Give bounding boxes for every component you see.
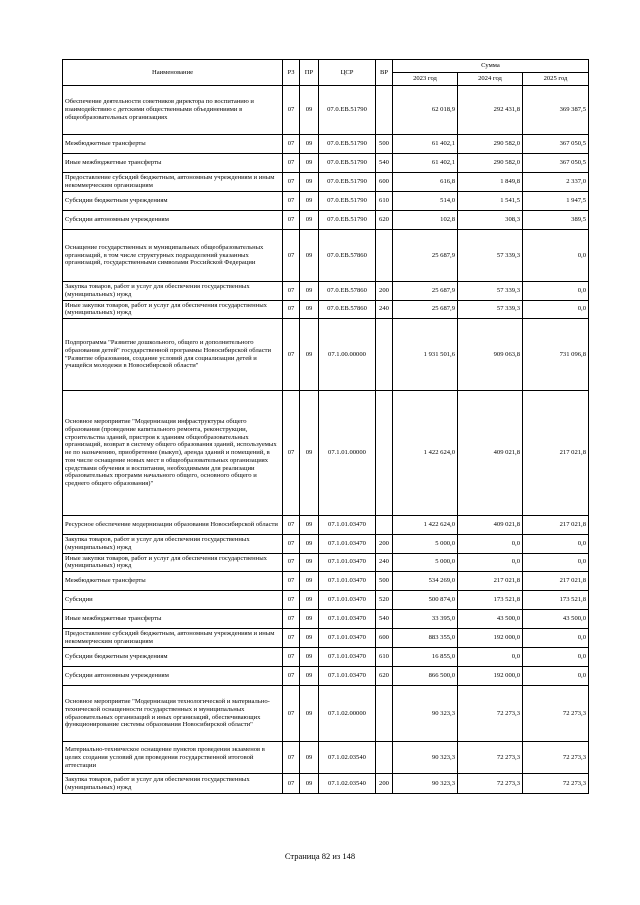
cell-y2024: 192 000,0 xyxy=(458,629,523,648)
cell-y2025: 0,0 xyxy=(523,648,589,667)
cell-name: Предоставление субсидий бюджетным, автономным учреждениям и иным некоммерческим организациям xyxy=(63,629,283,648)
cell-rz: 07 xyxy=(283,154,300,173)
cell-y2025: 217 021,8 xyxy=(523,516,589,535)
cell-csr: 07.0.ЕВ.57860 xyxy=(319,230,376,282)
cell-y2023: 5 000,0 xyxy=(393,535,458,554)
cell-rz: 07 xyxy=(283,135,300,154)
cell-y2023: 25 687,9 xyxy=(393,230,458,282)
cell-y2025: 731 096,8 xyxy=(523,319,589,391)
cell-pr: 09 xyxy=(300,535,319,554)
cell-y2023: 90 323,3 xyxy=(393,742,458,774)
table-body xyxy=(63,86,589,794)
cell-y2025: 367 050,5 xyxy=(523,135,589,154)
cell-vr: 610 xyxy=(376,192,393,211)
cell-pr: 09 xyxy=(300,86,319,135)
cell-csr: 07.1.02.03540 xyxy=(319,774,376,794)
cell-rz: 07 xyxy=(283,211,300,230)
cell-rz: 07 xyxy=(283,667,300,686)
table-row xyxy=(63,86,589,135)
cell-y2024: 0,0 xyxy=(458,553,523,572)
header-rz: РЗ xyxy=(283,60,300,86)
cell-name: Подпрограмма "Развитие дошкольного, общего и дополнительного образования детей" государственной программы Новосибирской области "Развитие образования, создание условий для социализации детей и учащейся молодежи в Новосибирской области" xyxy=(63,319,283,391)
cell-y2025: 72 273,3 xyxy=(523,686,589,742)
cell-csr: 07.1.01.03470 xyxy=(319,572,376,591)
cell-csr: 07.1.01.03470 xyxy=(319,535,376,554)
cell-csr: 07.1.01.03470 xyxy=(319,648,376,667)
cell-rz: 07 xyxy=(283,535,300,554)
cell-pr: 09 xyxy=(300,192,319,211)
cell-csr: 07.0.ЕВ.51790 xyxy=(319,192,376,211)
cell-y2024: 0,0 xyxy=(458,535,523,554)
cell-name: Основное мероприятие "Модернизация инфраструктуры общего образования (проведение капитального ремонта, реконструкции, строительства зданий, пристроя к зданиям общеобразовательных организаций, возврат в систему общего образования зданий, используемых не по назначению, приобретение (выкуп), аренда зданий и помещений, в том числе оснащение новых мест в общеобразовательных организациях средствами обучения и воспитания, необходимыми для реализации образовательных программ начального общего, основного общего и среднего общего образования)" xyxy=(63,391,283,516)
cell-pr: 09 xyxy=(300,774,319,794)
cell-rz: 07 xyxy=(283,516,300,535)
cell-y2024: 1 849,8 xyxy=(458,173,523,192)
cell-pr: 09 xyxy=(300,686,319,742)
cell-vr: 620 xyxy=(376,667,393,686)
cell-y2024: 290 582,0 xyxy=(458,135,523,154)
cell-csr: 07.1.01.03470 xyxy=(319,591,376,610)
table-row xyxy=(63,211,589,230)
header-year-2025: 2025 год xyxy=(523,73,589,86)
cell-rz: 07 xyxy=(283,391,300,516)
cell-rz: 07 xyxy=(283,686,300,742)
cell-y2023: 102,8 xyxy=(393,211,458,230)
cell-y2023: 1 931 501,6 xyxy=(393,319,458,391)
cell-rz: 07 xyxy=(283,553,300,572)
cell-name: Основное мероприятие "Модернизация технологической и материально-технической оснащенности государственных и муниципальных образовательных организаций и иных организаций, обеспечивающих функционирование системы образования Новосибирской области" xyxy=(63,686,283,742)
cell-name: Оснащение государственных и муниципальных общеобразовательных организаций, в том числе структурных подразделений указанных организаций, государственными символами Российской Федерации xyxy=(63,230,283,282)
cell-csr: 07.0.ЕВ.57860 xyxy=(319,282,376,301)
cell-vr: 540 xyxy=(376,154,393,173)
table-row xyxy=(63,686,589,742)
cell-y2024: 57 339,3 xyxy=(458,282,523,301)
cell-y2024: 72 273,3 xyxy=(458,686,523,742)
table-row xyxy=(63,135,589,154)
cell-name: Иные межбюджетные трансферты xyxy=(63,154,283,173)
cell-y2023: 5 000,0 xyxy=(393,553,458,572)
cell-csr: 07.1.01.00000 xyxy=(319,391,376,516)
table-row xyxy=(63,319,589,391)
cell-rz: 07 xyxy=(283,572,300,591)
table-row xyxy=(63,572,589,591)
cell-rz: 07 xyxy=(283,230,300,282)
cell-y2024: 72 273,3 xyxy=(458,774,523,794)
table-row xyxy=(63,192,589,211)
cell-pr: 09 xyxy=(300,391,319,516)
cell-vr: 610 xyxy=(376,648,393,667)
cell-pr: 09 xyxy=(300,516,319,535)
cell-vr: 600 xyxy=(376,629,393,648)
cell-y2024: 290 582,0 xyxy=(458,154,523,173)
cell-name: Иные закупки товаров, работ и услуг для обеспечения государственных (муниципальных) нужд xyxy=(63,553,283,572)
cell-y2025: 389,5 xyxy=(523,211,589,230)
cell-csr: 07.1.01.03470 xyxy=(319,553,376,572)
cell-pr: 09 xyxy=(300,742,319,774)
cell-name: Субсидии бюджетным учреждениям xyxy=(63,648,283,667)
cell-rz: 07 xyxy=(283,629,300,648)
cell-pr: 09 xyxy=(300,572,319,591)
cell-csr: 07.1.01.03470 xyxy=(319,516,376,535)
cell-name: Иные межбюджетные трансферты xyxy=(63,610,283,629)
cell-rz: 07 xyxy=(283,300,300,319)
cell-y2025: 367 050,5 xyxy=(523,154,589,173)
cell-y2023: 25 687,9 xyxy=(393,300,458,319)
header-sum: Сумма xyxy=(393,60,589,73)
table-row xyxy=(63,391,589,516)
cell-name: Межбюджетные трансферты xyxy=(63,572,283,591)
cell-pr: 09 xyxy=(300,591,319,610)
cell-vr xyxy=(376,742,393,774)
cell-y2023: 500 874,0 xyxy=(393,591,458,610)
cell-y2024: 72 273,3 xyxy=(458,742,523,774)
cell-pr: 09 xyxy=(300,610,319,629)
header-csr: ЦСР xyxy=(319,60,376,86)
cell-y2025: 0,0 xyxy=(523,535,589,554)
table-row xyxy=(63,610,589,629)
cell-pr: 09 xyxy=(300,211,319,230)
cell-csr: 07.1.02.03540 xyxy=(319,742,376,774)
cell-vr: 620 xyxy=(376,211,393,230)
header-year-2024: 2024 год xyxy=(458,73,523,86)
cell-rz: 07 xyxy=(283,591,300,610)
cell-y2025: 0,0 xyxy=(523,629,589,648)
cell-pr: 09 xyxy=(300,135,319,154)
cell-name: Субсидии бюджетным учреждениям xyxy=(63,192,283,211)
cell-name: Закупка товаров, работ и услуг для обеспечения государственных (муниципальных) нужд xyxy=(63,282,283,301)
cell-y2024: 57 339,3 xyxy=(458,230,523,282)
cell-name: Межбюджетные трансферты xyxy=(63,135,283,154)
cell-y2023: 61 402,1 xyxy=(393,135,458,154)
cell-vr xyxy=(376,391,393,516)
cell-vr: 500 xyxy=(376,135,393,154)
cell-y2023: 90 323,3 xyxy=(393,686,458,742)
cell-vr: 200 xyxy=(376,282,393,301)
cell-y2025: 0,0 xyxy=(523,230,589,282)
cell-vr: 240 xyxy=(376,553,393,572)
table-row xyxy=(63,667,589,686)
page-number: Страница 82 из 148 xyxy=(284,851,356,861)
cell-vr: 200 xyxy=(376,774,393,794)
cell-vr xyxy=(376,319,393,391)
cell-y2024: 409 021,8 xyxy=(458,516,523,535)
cell-y2023: 16 855,0 xyxy=(393,648,458,667)
cell-pr: 09 xyxy=(300,300,319,319)
cell-name: Ресурсное обеспечение модернизации образования Новосибирской области xyxy=(63,516,283,535)
cell-y2025: 0,0 xyxy=(523,553,589,572)
cell-y2023: 1 422 624,0 xyxy=(393,391,458,516)
cell-csr: 07.1.01.03470 xyxy=(319,610,376,629)
cell-rz: 07 xyxy=(283,774,300,794)
cell-y2025: 217 021,8 xyxy=(523,572,589,591)
cell-rz: 07 xyxy=(283,173,300,192)
cell-rz: 07 xyxy=(283,86,300,135)
cell-rz: 07 xyxy=(283,648,300,667)
cell-csr: 07.0.ЕВ.57860 xyxy=(319,300,376,319)
cell-vr: 240 xyxy=(376,300,393,319)
cell-rz: 07 xyxy=(283,319,300,391)
cell-y2024: 192 000,0 xyxy=(458,667,523,686)
cell-name: Материально-техническое оснащение пунктов проведения экзаменов в целях создания условий для проведения государственной итоговой аттестации xyxy=(63,742,283,774)
cell-y2023: 33 395,0 xyxy=(393,610,458,629)
cell-name: Иные закупки товаров, работ и услуг для обеспечения государственных (муниципальных) нужд xyxy=(63,300,283,319)
cell-y2025: 0,0 xyxy=(523,667,589,686)
cell-csr: 07.1.00.00000 xyxy=(319,319,376,391)
cell-name: Субсидии автономным учреждениям xyxy=(63,667,283,686)
cell-csr: 07.1.01.03470 xyxy=(319,667,376,686)
cell-y2024: 308,3 xyxy=(458,211,523,230)
cell-rz: 07 xyxy=(283,282,300,301)
cell-y2025: 72 273,3 xyxy=(523,774,589,794)
cell-csr: 07.0.ЕВ.51790 xyxy=(319,135,376,154)
cell-name: Субсидии автономным учреждениям xyxy=(63,211,283,230)
budget-table xyxy=(62,59,589,794)
cell-y2025: 173 521,8 xyxy=(523,591,589,610)
cell-pr: 09 xyxy=(300,282,319,301)
cell-pr: 09 xyxy=(300,648,319,667)
cell-y2024: 0,0 xyxy=(458,648,523,667)
cell-y2025: 2 337,0 xyxy=(523,173,589,192)
table-row xyxy=(63,230,589,282)
table-row xyxy=(63,553,589,572)
cell-y2025: 72 273,3 xyxy=(523,742,589,774)
cell-y2023: 883 355,0 xyxy=(393,629,458,648)
cell-pr: 09 xyxy=(300,553,319,572)
cell-y2024: 909 063,8 xyxy=(458,319,523,391)
cell-vr: 520 xyxy=(376,591,393,610)
cell-pr: 09 xyxy=(300,154,319,173)
table-row xyxy=(63,300,589,319)
cell-pr: 09 xyxy=(300,629,319,648)
cell-vr: 200 xyxy=(376,535,393,554)
cell-y2023: 61 402,1 xyxy=(393,154,458,173)
cell-y2023: 514,0 xyxy=(393,192,458,211)
cell-y2024: 57 339,3 xyxy=(458,300,523,319)
cell-rz: 07 xyxy=(283,742,300,774)
cell-y2023: 616,8 xyxy=(393,173,458,192)
cell-name: Субсидии xyxy=(63,591,283,610)
table-row xyxy=(63,173,589,192)
cell-y2024: 409 021,8 xyxy=(458,391,523,516)
cell-y2024: 217 021,8 xyxy=(458,572,523,591)
cell-y2025: 0,0 xyxy=(523,300,589,319)
cell-y2025: 0,0 xyxy=(523,282,589,301)
cell-y2023: 62 018,9 xyxy=(393,86,458,135)
header-vr: ВР xyxy=(376,60,393,86)
cell-csr: 07.0.ЕВ.51790 xyxy=(319,173,376,192)
header-year-2023: 2023 год xyxy=(393,73,458,86)
cell-y2024: 43 500,0 xyxy=(458,610,523,629)
cell-name: Закупка товаров, работ и услуг для обеспечения государственных (муниципальных) нужд xyxy=(63,774,283,794)
cell-vr: 600 xyxy=(376,173,393,192)
table-header xyxy=(63,60,589,86)
cell-name: Закупка товаров, работ и услуг для обеспечения государственных (муниципальных) нужд xyxy=(63,535,283,554)
cell-name: Обеспечение деятельности советников директора по воспитанию и взаимодействию с детскими общественными объединениями в общеобразовательных организациях xyxy=(63,86,283,135)
table-row xyxy=(63,591,589,610)
table-row xyxy=(63,774,589,794)
cell-y2023: 866 500,0 xyxy=(393,667,458,686)
table-row xyxy=(63,282,589,301)
cell-y2023: 534 269,0 xyxy=(393,572,458,591)
cell-pr: 09 xyxy=(300,173,319,192)
cell-vr xyxy=(376,86,393,135)
table-row xyxy=(63,535,589,554)
cell-vr xyxy=(376,230,393,282)
header-pr: ПР xyxy=(300,60,319,86)
cell-y2025: 369 387,5 xyxy=(523,86,589,135)
cell-pr: 09 xyxy=(300,230,319,282)
header-name: Наименование xyxy=(63,60,283,86)
cell-pr: 09 xyxy=(300,319,319,391)
table-row xyxy=(63,648,589,667)
cell-y2023: 90 323,3 xyxy=(393,774,458,794)
cell-csr: 07.0.ЕВ.51790 xyxy=(319,211,376,230)
cell-y2024: 173 521,8 xyxy=(458,591,523,610)
cell-csr: 07.0.ЕВ.51790 xyxy=(319,154,376,173)
cell-csr: 07.1.02.00000 xyxy=(319,686,376,742)
table-row xyxy=(63,742,589,774)
cell-y2025: 217 021,8 xyxy=(523,391,589,516)
cell-csr: 07.1.01.03470 xyxy=(319,629,376,648)
cell-vr: 500 xyxy=(376,572,393,591)
cell-y2025: 43 500,0 xyxy=(523,610,589,629)
cell-y2024: 292 431,8 xyxy=(458,86,523,135)
table-row xyxy=(63,154,589,173)
cell-csr: 07.0.ЕВ.51790 xyxy=(319,86,376,135)
cell-y2023: 25 687,9 xyxy=(393,282,458,301)
cell-y2023: 1 422 624,0 xyxy=(393,516,458,535)
cell-vr: 540 xyxy=(376,610,393,629)
cell-y2024: 1 541,5 xyxy=(458,192,523,211)
cell-name: Предоставление субсидий бюджетным, автономным учреждениям и иным некоммерческим организациям xyxy=(63,173,283,192)
cell-vr xyxy=(376,686,393,742)
cell-rz: 07 xyxy=(283,610,300,629)
cell-vr xyxy=(376,516,393,535)
cell-y2025: 1 947,5 xyxy=(523,192,589,211)
cell-rz: 07 xyxy=(283,192,300,211)
table-row xyxy=(63,516,589,535)
table-row xyxy=(63,629,589,648)
cell-pr: 09 xyxy=(300,667,319,686)
